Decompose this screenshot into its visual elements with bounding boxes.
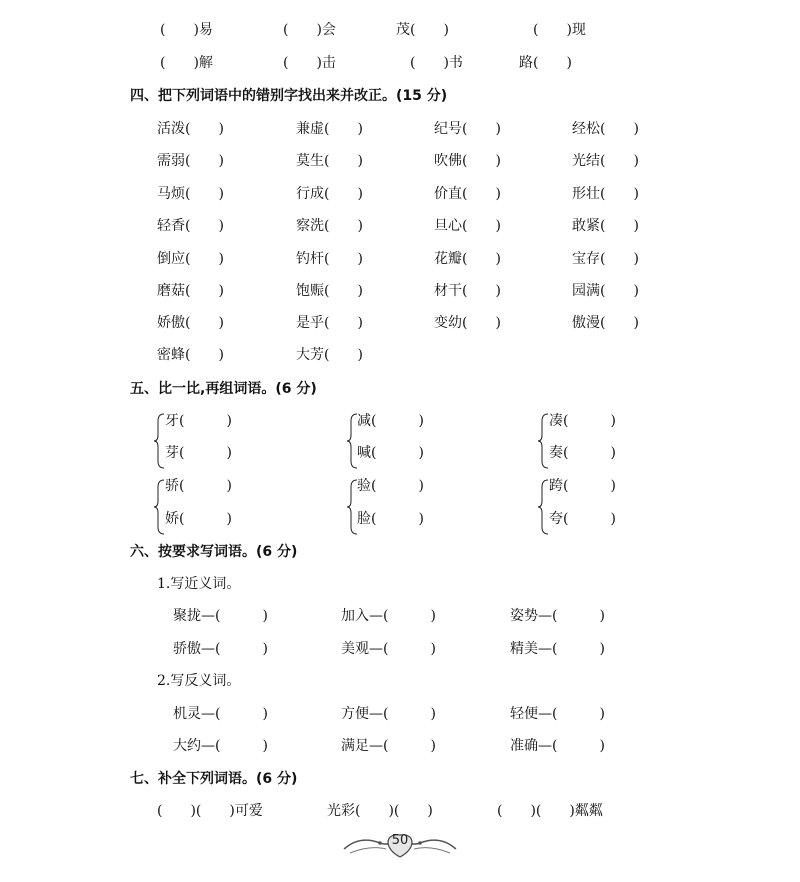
word-item: 光结( ) (572, 153, 639, 169)
pair-item: 跨( ) (549, 478, 616, 494)
pair-item: 脸( ) (357, 511, 424, 527)
word-item: 磨菇( ) (157, 283, 224, 299)
word-item: 察洗( ) (296, 218, 363, 234)
pair-item: 骄( ) (165, 478, 232, 494)
word-item: ( )( )粼粼 (497, 803, 603, 819)
top-item: 茂( ) (396, 22, 449, 38)
word-item: 莫生( ) (296, 153, 363, 169)
word-item: 吹佛( ) (434, 153, 501, 169)
word-item: 光彩( )( ) (327, 803, 433, 819)
pair-item: 芽( ) (165, 445, 232, 461)
word-item: 价直( ) (434, 186, 501, 202)
word-item: 骄傲—( ) (173, 641, 268, 657)
word-item: 加入—( ) (341, 608, 436, 624)
word-item: 是乎( ) (296, 315, 363, 331)
word-item: 行成( ) (296, 186, 363, 202)
word-item: 变幼( ) (434, 315, 501, 331)
word-item: 活泼( ) (157, 121, 224, 137)
word-item: 轻便—( ) (510, 706, 605, 722)
word-item: 饱赈( ) (296, 283, 363, 299)
subheading-synonyms: 1.写近义词。 (157, 576, 241, 592)
section-6-heading: 六、按要求写词语。(6 分) (130, 544, 298, 560)
pair-item: 喊( ) (357, 445, 424, 461)
pair-item: 凑( ) (549, 413, 616, 429)
section-4-heading: 四、把下列词语中的错别字找出来并改正。(15 分) (130, 88, 448, 104)
brace-icon (153, 413, 165, 469)
pair-item: 牙( ) (165, 413, 232, 429)
word-item: 钓杆( ) (296, 251, 363, 267)
top-item: ( )书 (410, 55, 463, 71)
word-item: 精美—( ) (510, 641, 605, 657)
word-item: 花瓣( ) (434, 251, 501, 267)
top-item: ( )易 (160, 22, 213, 38)
word-item: 纪号( ) (434, 121, 501, 137)
subheading-antonyms: 2.写反义词。 (157, 673, 241, 689)
section-5-heading: 五、比一比,再组词语。(6 分) (130, 381, 317, 397)
top-item: ( )会 (283, 22, 336, 38)
pair-item: 夸( ) (549, 511, 616, 527)
word-item: 敢紧( ) (572, 218, 639, 234)
word-item: 傲漫( ) (572, 315, 639, 331)
pair-item: 减( ) (357, 413, 424, 429)
word-item: 密蜂( ) (157, 347, 224, 363)
word-item: 轻香( ) (157, 218, 224, 234)
word-item: 宝存( ) (572, 251, 639, 267)
word-item: 倒应( ) (157, 251, 224, 267)
word-item: 旦心( ) (434, 218, 501, 234)
word-item: 马烦( ) (157, 186, 224, 202)
word-item: 满足—( ) (341, 738, 436, 754)
word-item: ( )( )可爱 (157, 803, 263, 819)
word-item: 准确—( ) (510, 738, 605, 754)
page-number: 50 (391, 833, 409, 848)
pair-item: 验( ) (357, 478, 424, 494)
word-item: 大约—( ) (173, 738, 268, 754)
word-item: 兼虚( ) (296, 121, 363, 137)
brace-icon (537, 413, 549, 469)
word-item: 材干( ) (434, 283, 501, 299)
word-item: 形壮( ) (572, 186, 639, 202)
word-item: 聚拢—( ) (173, 608, 268, 624)
page-footer (340, 823, 460, 863)
word-item: 大芳( ) (296, 347, 363, 363)
top-item: 路( ) (519, 55, 572, 71)
top-item: ( )击 (283, 55, 336, 71)
top-item: ( )解 (160, 55, 213, 71)
pair-item: 奏( ) (549, 445, 616, 461)
word-item: 机灵—( ) (173, 706, 268, 722)
brace-icon (537, 479, 549, 535)
brace-icon (153, 479, 165, 535)
word-item: 娇傲( ) (157, 315, 224, 331)
word-item: 美观—( ) (341, 641, 436, 657)
word-item: 方便—( ) (341, 706, 436, 722)
word-item: 姿势—( ) (510, 608, 605, 624)
word-item: 需弱( ) (157, 153, 224, 169)
pair-item: 娇( ) (165, 511, 232, 527)
section-7-heading: 七、补全下列词语。(6 分) (130, 771, 298, 787)
top-item: ( )现 (533, 22, 586, 38)
word-item: 经松( ) (572, 121, 639, 137)
word-item: 园满( ) (572, 283, 639, 299)
